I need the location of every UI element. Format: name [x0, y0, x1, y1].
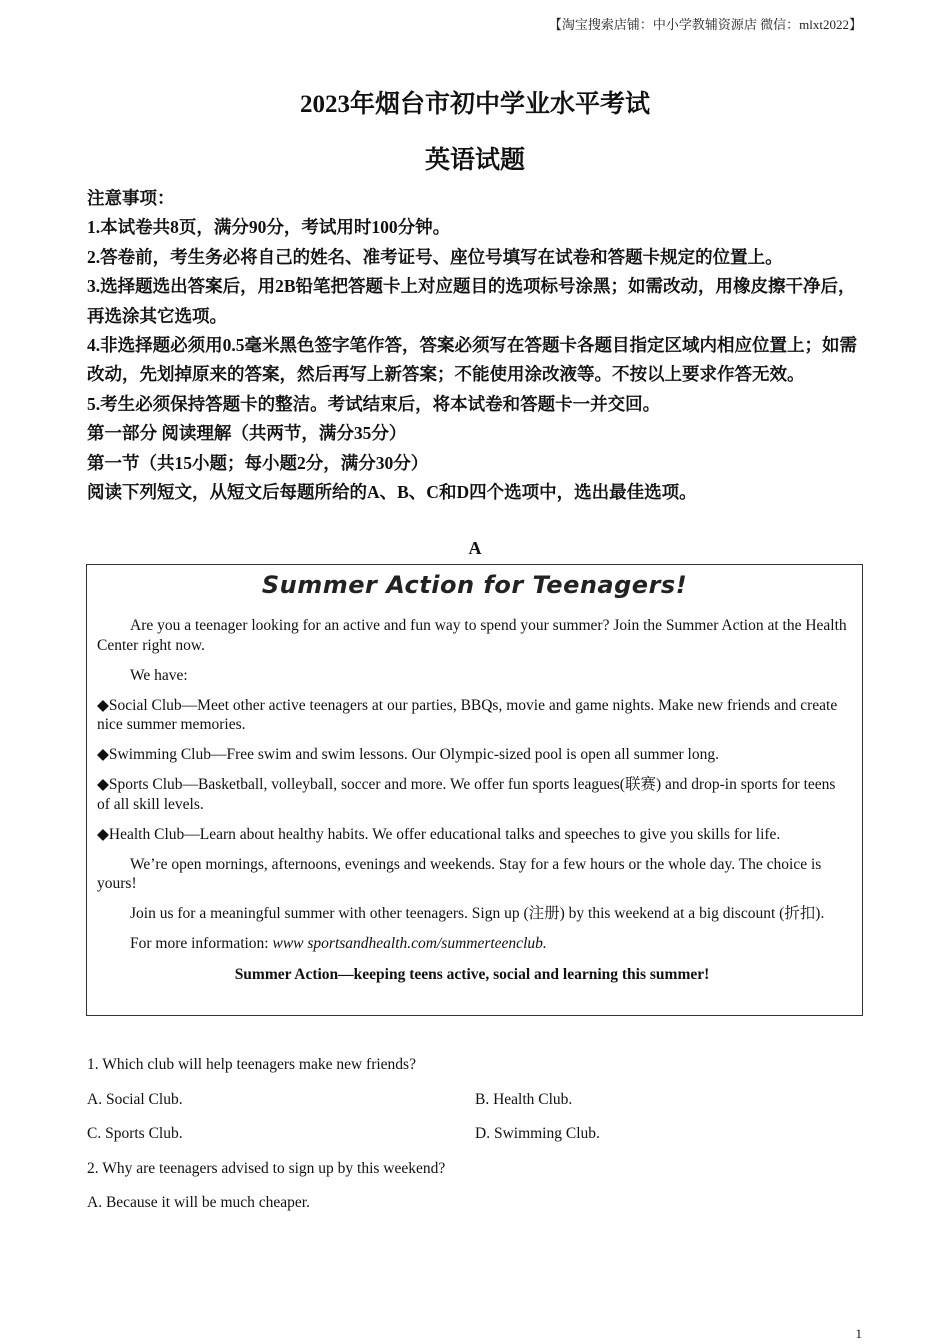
instruction-line: 5.考生必须保持答题卡的整洁。考试结束后，将本试卷和答题卡一并交回。 — [87, 393, 661, 414]
instructions — [87, 184, 867, 507]
ad-hours: We’re open mornings, afternoons, evenings and weekends. Stay for a few hours or the whole day. The choice is yours! — [97, 855, 822, 892]
question-2: 2. Why are teenagers advised to sign up by this weekend? — [87, 1159, 446, 1177]
diamond-bullet-icon: ◆ — [97, 696, 109, 714]
page-number: 1 — [855, 1326, 862, 1341]
option-a: A. Because it will be much cheaper. — [87, 1194, 310, 1212]
club-text: Swimming Club—Free swim and swim lessons. Our Olympic-sized pool is open all summer long. — [108, 746, 719, 763]
instruction-line: 2.答卷前，考生务必将自己的姓名、准考证号、座位号填写在试卷和答题卡规定的位置上。 — [87, 246, 783, 267]
club-item — [97, 745, 847, 765]
option-c: C. Sports Club. — [87, 1125, 183, 1143]
ad-we-have: We have: — [130, 666, 188, 684]
instruction-line: 4.非选择题必须用0.5毫米黑色签字笔作答，答案必须写在答题卡各题目指定区域内相应位置上；如需改动，先划掉原来的答案，然后再写上新答案；不能使用涂改液等。不按以上要求作答无效。 — [87, 335, 857, 385]
club-item — [97, 825, 847, 845]
club-text: Sports Club—Basketball, volleyball, soccer and more. We offer fun sports leagues(联赛) and drop-in sports for teens of all skill levels. — [97, 776, 836, 813]
option-b: B. Health Club. — [475, 1090, 573, 1108]
reading-directions: 阅读下列短文，从短文后每题所给的A、B、C和D四个选项中，选出最佳选项。 — [87, 482, 697, 503]
header-note: 【淘宝搜索店铺：中小学教辅资源店 微信：mlxt2022】 — [548, 17, 862, 32]
exam-subtitle: 英语试题 — [424, 147, 525, 174]
option-a: A. Social Club. — [87, 1090, 183, 1108]
option-d: D. Swimming Club. — [475, 1125, 600, 1143]
advertisement-box — [86, 564, 863, 1016]
option-row — [87, 1090, 867, 1125]
exam-title: 2023年烟台市初中学业水平考试 — [299, 91, 650, 118]
diamond-bullet-icon: ◆ — [97, 825, 109, 843]
diamond-bullet-icon: ◆ — [97, 776, 109, 793]
ad-info — [97, 934, 847, 954]
club-text: Social Club—Meet other active teenagers at our parties, BBQs, movie and game nights. Make new friends and create nice summer memories. — [97, 696, 838, 733]
instruction-line: 3.选择题选出答案后，用2B铅笔把答题卡上对应题目的选项标号涂黑；如需改动，用橡皮擦干净后，再选涂其它选项。 — [87, 276, 856, 326]
section-heading: 第一部分 阅读理解（共两节，满分35分） — [87, 423, 407, 444]
info-label: For more information: — [130, 935, 273, 952]
ad-signup: Join us for a meaningful summer with other teenagers. Sign up (注册) by this weekend at a big discount (折扣). — [130, 905, 825, 922]
diamond-bullet-icon: ◆ — [97, 746, 109, 763]
info-url: www sportsandhealth.com/summerteenclub. — [272, 935, 547, 952]
questions — [87, 1055, 867, 1228]
ad-intro: Are you a teenager looking for an active and fun way to spend your summer? Join the Summer Action at the Health Center right now. — [97, 617, 847, 654]
advertisement-title: Summer Action for Teenagers! — [261, 571, 688, 599]
club-text: Health Club—Learn about healthy habits. We offer educational talks and speeches to give you skills for life. — [108, 825, 781, 843]
ad-slogan: Summer Action—keeping teens active, social and learning this summer! — [234, 965, 710, 983]
option-row — [87, 1124, 867, 1159]
instruction-line: 注意事项： — [87, 188, 175, 208]
club-item — [97, 775, 847, 814]
instruction-line: 1.本试卷共8页，满分90分，考试用时100分钟。 — [87, 217, 451, 238]
question-1: 1. Which club will help teenagers make new friends? — [87, 1056, 416, 1073]
advertisement-body — [97, 616, 847, 995]
club-item — [97, 696, 847, 735]
subsection-heading: 第一节（共15小题；每小题2分，满分30分） — [87, 452, 429, 473]
passage-label: A — [468, 538, 482, 558]
